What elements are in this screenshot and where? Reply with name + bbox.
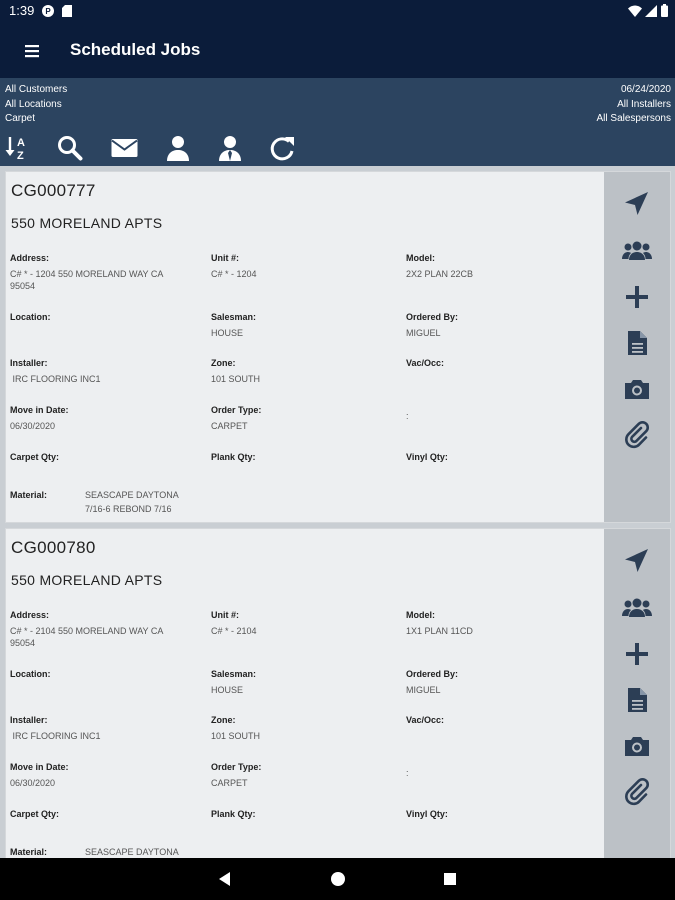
attachment-icon[interactable]	[622, 777, 652, 807]
job-name: 550 MORELAND APTS	[11, 572, 163, 588]
order-type-value: CARPET	[211, 421, 248, 431]
cellular-signal-icon	[645, 5, 657, 20]
salesman-field	[211, 312, 256, 339]
group-icon[interactable]	[622, 592, 652, 622]
filter-customers[interactable]: All Customers	[5, 84, 68, 95]
vinyl-qty-field	[406, 809, 448, 819]
salesman-value: HOUSE	[211, 328, 244, 338]
filter-date[interactable]: 06/24/2020	[620, 84, 671, 95]
svg-text:A: A	[17, 137, 25, 149]
job-actions	[604, 529, 670, 858]
filter-product[interactable]: Carpet	[5, 113, 36, 124]
ordered-by-value: MIGUEL	[406, 328, 441, 338]
location-label: Location:	[10, 312, 51, 322]
job-name: 550 MORELAND APTS	[11, 215, 163, 231]
plank-qty-field	[211, 809, 256, 819]
salesperson-icon[interactable]	[215, 134, 245, 162]
svg-text:P: P	[45, 7, 51, 16]
ordered-by-label: Ordered By:	[406, 669, 459, 679]
zone-field	[211, 358, 260, 385]
location-label: Location:	[10, 669, 51, 679]
installer-value: IRC FLOORING INC1	[10, 731, 101, 741]
search-icon[interactable]	[56, 134, 86, 162]
vac-occ-field	[406, 715, 444, 730]
order-type-value: CARPET	[211, 778, 248, 788]
order-type-field	[211, 405, 261, 432]
order-type-label: Order Type:	[211, 762, 262, 772]
unit-value: C# * - 2104	[211, 626, 257, 636]
salesman-label: Salesman:	[211, 669, 257, 679]
model-field	[406, 253, 473, 280]
material-value	[85, 845, 179, 858]
plank-qty-label: Plank Qty:	[211, 809, 256, 819]
salesman-field	[211, 669, 256, 696]
person-icon[interactable]	[163, 134, 193, 162]
address-value: C# * - 1204 550 MORELAND WAY CA	[10, 269, 164, 279]
plank-qty-field	[211, 452, 256, 462]
move-in-date-label: Move in Date:	[10, 762, 69, 772]
job-actions	[604, 172, 670, 522]
job-card[interactable]	[5, 171, 671, 523]
address-zip: 95054	[10, 281, 36, 291]
material-label: Material:	[10, 847, 48, 857]
model-value: 1X1 PLAN 11CD	[406, 626, 473, 636]
wifi-icon	[628, 5, 642, 20]
status-bar	[0, 0, 675, 22]
home-icon[interactable]	[329, 870, 347, 888]
zone-value: 101 SOUTH	[211, 731, 261, 741]
model-field	[406, 610, 473, 637]
ordered-by-value: MIGUEL	[406, 685, 441, 695]
blank-field	[406, 405, 409, 422]
salesman-label: Salesman:	[211, 312, 257, 322]
zone-label: Zone:	[211, 715, 236, 725]
vinyl-qty-field	[406, 452, 448, 462]
move-in-date-value: 06/30/2020	[10, 421, 56, 431]
camera-icon[interactable]	[622, 374, 652, 404]
sort-icon[interactable]	[4, 134, 34, 162]
location-field	[10, 312, 51, 327]
sd-card-icon	[62, 5, 72, 20]
carpet-qty-field	[10, 809, 59, 819]
camera-icon[interactable]	[622, 731, 652, 761]
blank-field-label: :	[406, 768, 409, 778]
group-icon[interactable]	[622, 235, 652, 265]
salesman-value: HOUSE	[211, 685, 244, 695]
move-in-date-field	[10, 405, 69, 432]
order-type-field	[211, 762, 261, 789]
back-icon[interactable]	[216, 870, 234, 888]
unit-label: Unit #:	[211, 610, 239, 620]
location-field	[10, 669, 51, 684]
refresh-icon[interactable]	[268, 134, 298, 162]
filter-salespersons[interactable]: All Salespersons	[596, 113, 671, 124]
zone-value: 101 SOUTH	[211, 374, 261, 384]
address-label: Address:	[10, 610, 50, 620]
vac-occ-field	[406, 358, 444, 373]
material-value	[85, 488, 179, 516]
app-bar	[0, 22, 675, 78]
material-label: Material:	[10, 490, 48, 500]
carpet-qty-label: Carpet Qty:	[10, 452, 60, 462]
ordered-by-label: Ordered By:	[406, 312, 459, 322]
installer-label: Installer:	[10, 715, 48, 725]
job-card[interactable]	[5, 528, 671, 858]
recents-icon[interactable]	[441, 870, 459, 888]
filter-installers[interactable]: All Installers	[617, 99, 671, 110]
navigation-icon[interactable]	[622, 546, 652, 576]
job-number: CG000780	[11, 538, 96, 557]
document-icon[interactable]	[622, 685, 652, 715]
vinyl-qty-label: Vinyl Qty:	[406, 452, 448, 462]
vinyl-qty-label: Vinyl Qty:	[406, 809, 448, 819]
installer-field	[10, 358, 101, 385]
model-label: Model:	[406, 610, 435, 620]
vac-occ-label: Vac/Occ:	[406, 358, 445, 368]
hamburger-menu-icon[interactable]	[20, 39, 44, 63]
battery-icon	[661, 4, 668, 20]
document-icon[interactable]	[622, 328, 652, 358]
move-in-date-field	[10, 762, 69, 789]
move-in-date-label: Move in Date:	[10, 405, 69, 415]
unit-field	[211, 253, 257, 280]
app-notification-icon	[42, 5, 54, 20]
svg-text:Z: Z	[17, 150, 24, 162]
job-number: CG000777	[11, 181, 96, 200]
installer-value: IRC FLOORING INC1	[10, 374, 101, 384]
status-time: 1:39	[9, 3, 35, 18]
zone-field	[211, 715, 260, 742]
blank-field	[406, 762, 409, 779]
installer-label: Installer:	[10, 358, 48, 368]
unit-value: C# * - 1204	[211, 269, 257, 279]
address-value: C# * - 2104 550 MORELAND WAY CA	[10, 626, 164, 636]
carpet-qty-label: Carpet Qty:	[10, 809, 60, 819]
material-line-2: 7/16-6 REBOND 7/16	[85, 504, 172, 514]
address-zip: 95054	[10, 638, 36, 648]
address-label: Address:	[10, 253, 50, 263]
add-icon[interactable]	[622, 639, 652, 669]
plank-qty-label: Plank Qty:	[211, 452, 256, 462]
email-icon[interactable]	[110, 134, 140, 162]
material-line-1: SEASCAPE DAYTONA	[85, 847, 179, 857]
job-list	[0, 166, 675, 858]
page-title: Scheduled Jobs	[70, 40, 201, 59]
vac-occ-label: Vac/Occ:	[406, 715, 445, 725]
filter-bar	[0, 78, 675, 166]
ordered-by-field	[406, 312, 458, 339]
blank-field-label: :	[406, 411, 409, 421]
filter-locations[interactable]: All Locations	[5, 99, 62, 110]
address-field	[10, 610, 163, 649]
model-value: 2X2 PLAN 22CB	[406, 269, 474, 279]
order-type-label: Order Type:	[211, 405, 262, 415]
installer-field	[10, 715, 101, 742]
system-nav-bar	[0, 858, 675, 900]
attachment-icon[interactable]	[622, 420, 652, 450]
zone-label: Zone:	[211, 358, 236, 368]
unit-label: Unit #:	[211, 253, 239, 263]
model-label: Model:	[406, 253, 435, 263]
address-field	[10, 253, 163, 292]
unit-field	[211, 610, 257, 637]
material-line-1: SEASCAPE DAYTONA	[85, 490, 179, 500]
ordered-by-field	[406, 669, 458, 696]
navigation-icon[interactable]	[622, 189, 652, 219]
move-in-date-value: 06/30/2020	[10, 778, 56, 788]
carpet-qty-field	[10, 452, 59, 462]
add-icon[interactable]	[622, 282, 652, 312]
